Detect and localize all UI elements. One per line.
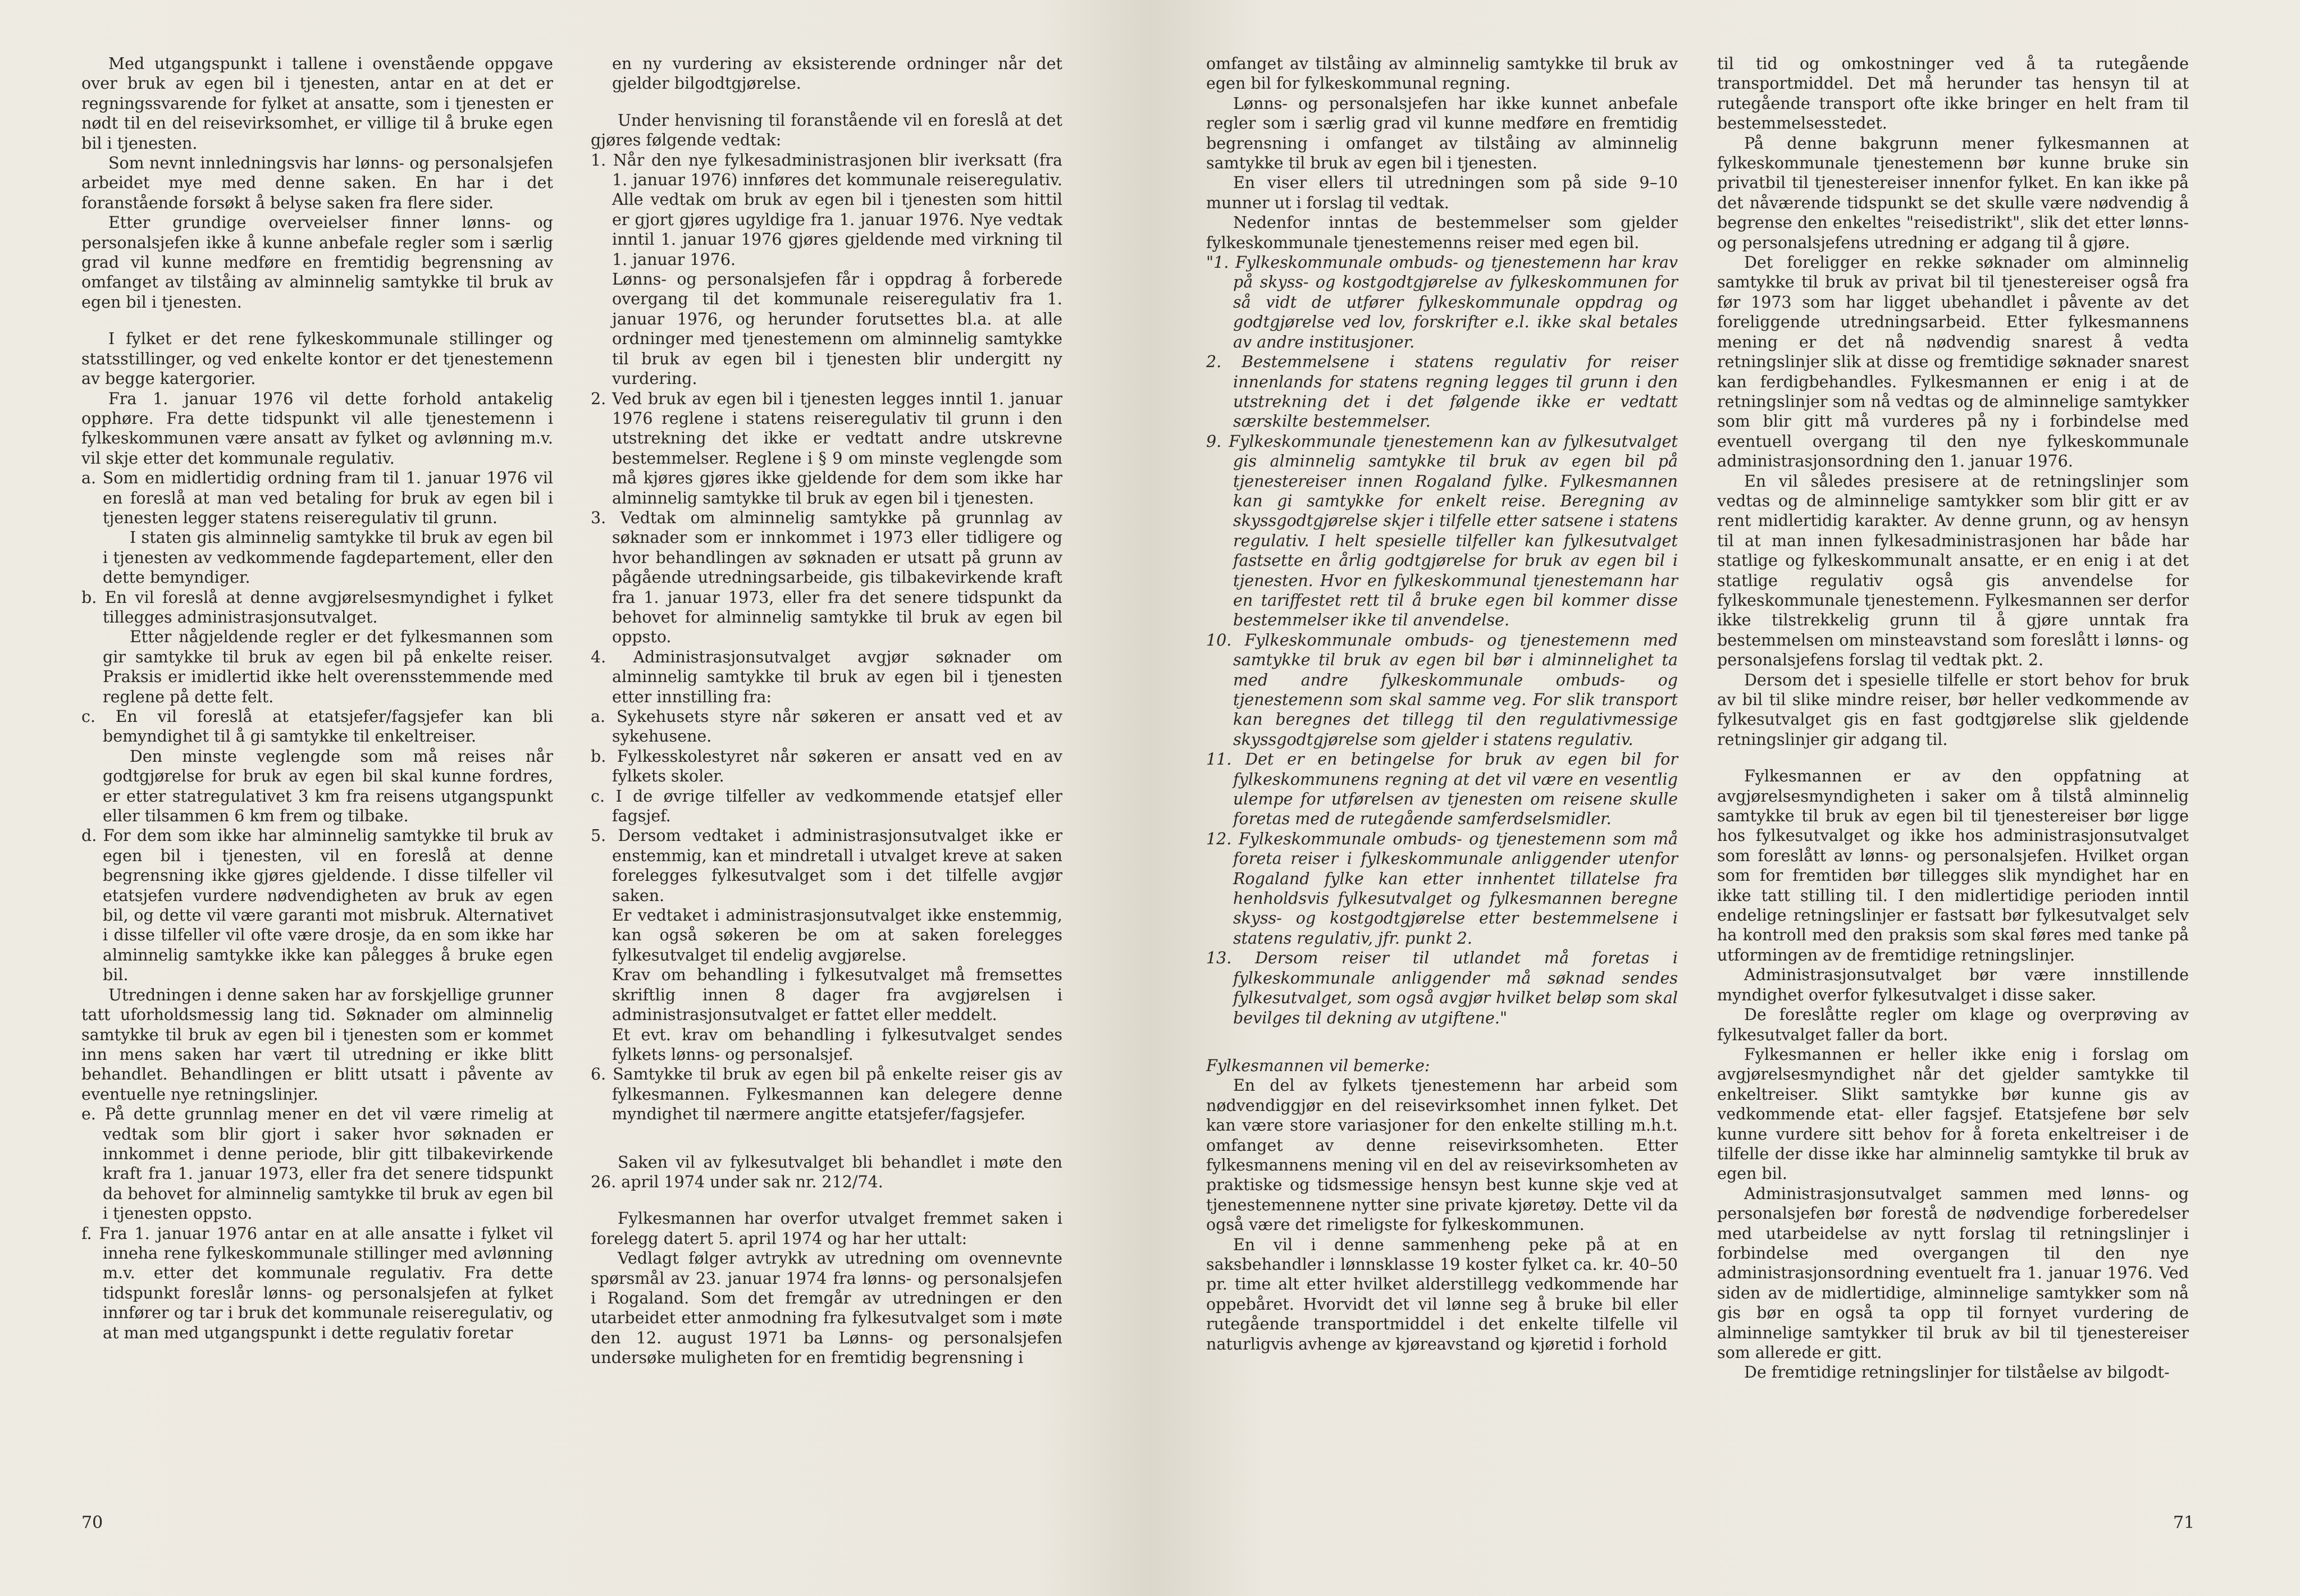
paragraph: a. Sykehusets styre når søkeren er ansatt ved et av sykehusene.: [591, 707, 1062, 746]
right-page: [1150, 0, 2300, 1596]
paragraph: Med utgangspunkt i tallene i ovenstående oppgave over bruk av egen bil i tjenesten, antar en at det er regningssvarende for fylket at ansatte, som i tjenesten er nødt til en del reisevirksomhet, er villige til å bruke egen bil i tjenesten.: [81, 54, 553, 153]
paragraph: Administrasjonsutvalget sammen med lønns- og personalsjefen bør forestå de nødvendige forberedelser med utarbeidelse av nytt forslag til retningslinjer i forbindelse med overgangen til den nye administrasjonsordning eventuelt fra 1. januar 1976. Ved siden av de midlertidige, alminnelige samtykker som nå gis bør en også ta opp til fornyet vurdering de alminnelige samtykker til bruk av bil til tjenestereiser som allerede er gitt.: [1717, 1184, 2189, 1362]
left-page-column-2: [591, 54, 1062, 1368]
paragraph: Krav om behandling i fylkesutvalget må fremsettes skriftlig innen 8 dager fra avgjørelsen i administrasjonsutvalget er fattet eller meddelt.: [612, 966, 1062, 1025]
paragraph: Nedenfor inntas de bestemmelser som gjelder fylkeskommunale tjenestemenns reiser med egen bil.: [1206, 213, 1678, 252]
paragraph: Etter någjeldende regler er det fylkesmannen som gir samtykke til bruk av egen bil på enkelte reiser. Praksis er imidlertid ikke helt overensstemmende med reglene på dette felt.: [103, 628, 553, 706]
paragraph: Som nevnt innledningsvis har lønns- og personalsjefen arbeidet mye med denne saken. En har i det foranstående forsøkt å belyse saken fra flere sider.: [81, 154, 553, 212]
paragraph: til tid og omkostninger ved å ta rutegående transportmiddel. Det må herunder tas hensyn til at rutegående transport ofte ikke bringer en helt fram til bestemmelsesstedet.: [1717, 54, 2189, 133]
paragraph: Fra 1. januar 1976 vil dette forhold antakelig opphøre. Fra dette tidspunkt vil alle tjenestemenn i fylkeskommunen være ansatt av fylket og avlønning m.v. vil skje etter det kommunale regulativ.: [81, 389, 553, 468]
paragraph: c. En vil foreslå at etatsjefer/fagsjefer kan bli bemyndighet til å gi samtykke til enkeltreiser.: [81, 707, 553, 746]
paragraph: Fylkesmannen har overfor utvalget fremmet saken i forelegg datert 5. april 1974 og har her uttalt:: [591, 1209, 1062, 1248]
left-page-column-1: [81, 54, 553, 1343]
paragraph: 2. Ved bruk av egen bil i tjenesten legges inntil 1. januar 1976 reglene i statens reiseregulativ til grunn i den utstrekning det ikke er vedtatt andre utskrevne bestemmelser. Reglene i § 9 om minste veglengde som må kjøres gjøres ikke gjeldende for dem som ikke har alminnelig samtykke til bruk av egen bil i tjenesten.: [591, 389, 1062, 507]
paragraph: 5. Dersom vedtaket i administrasjonsutvalget ikke er enstemmig, kan et mindretall i utvalget kreve at saken forelegges fylkesutvalget som i det tilfelle avgjør saken.: [591, 826, 1062, 905]
paragraph: f. Fra 1. januar 1976 antar en at alle ansatte i fylket vil inneha rene fylkeskommunale stillinger med avlønning m.v. etter det kommunale regulativ. Fra dette tidspunkt foreslår lønns- og personalsjefen at fylket innfører og tar i bruk det kommunale reiseregulativ, og at man med utgangspunkt i dette regulativ foretar: [81, 1224, 553, 1342]
right-page-column-2: [1717, 54, 2189, 1383]
paragraph: Etter grundige overveielser finner lønns- og personalsjefen ikke å kunne anbefale regler som i særlig grad vil kunne medføre en fremtidig begrensning av omfanget av tilståing av alminnelig samtykke til bruk av egen bil i tjenesten.: [81, 213, 553, 312]
paragraph: De foreslåtte regler om klage og overprøving av fylkesutvalget faller da bort.: [1717, 1005, 2189, 1044]
paragraph: e. På dette grunnlag mener en det vil være rimelig at vedtak som blir gjort i saker hvor søknaden er innkommet i denne periode, blir gitt tilbakevirkende kraft fra 1. januar 1973, eller fra det senere tidspunkt da behovet for alminnelig samtykke til bruk av egen bil i tjenesten oppsto.: [81, 1105, 553, 1223]
paragraph: Fylkesmannen er heller ikke enig i forslag om avgjørelsesmyndighet når det gjelder samtykke til enkeltreiser. Slikt samtykke bør kunne gis av vedkommende etat- eller fagsjef. Etatsjefene bør selv kunne vurdere sitt behov for å foreta enkeltreiser i de tilfelle der disse ikke har alminnelig samtykke til bruk av egen bil.: [1717, 1045, 2189, 1183]
paragraph: I staten gis alminnelig samtykke til bruk av egen bil i tjenesten av vedkommende fagdepartement, eller den dette bemyndiger.: [103, 528, 553, 587]
paragraph: Fylkesmannen vil bemerke:: [1206, 1056, 1430, 1075]
paragraph: Det foreligger en rekke søknader om alminnelig samtykke til bruk av privat bil til tjenestereiser også fra før 1973 som har ligget ubehandlet i påvente av det foreliggende utredningsarbeid. Etter fylkesmannens mening er det nå nødvendig snarest å vedta retningslinjer slik at disse og fremtidige søknader snarest kan ferdigbehandles. Fylkesmannen er enig i at de retningslinjer som nå vedtas og de alminnelige samtykker som blir gitt må vurderes på ny i forbindelse med eventuell overgang til den nye fylkeskommunale administrasjonsordning den 1. januar 1976.: [1717, 253, 2189, 471]
paragraph: a. Som en midlertidig ordning fram til 1. januar 1976 vil en foreslå at man ved betaling for bruk av egen bil i tjenesten legger statens reiseregulativ til grunn.: [81, 469, 553, 527]
paragraph: Lønns- og personalsjefen får i oppdrag å forberede overgang til det kommunale reiseregulativ fra 1. januar 1976, og herunder forutsettes bl.a. at alle ordninger med tjenestemenn om alminnelig samtykke til bruk av egen bil i tjenesten blir undergitt ny vurdering.: [612, 270, 1062, 388]
paragraph: b. Fylkesskolestyret når søkeren er ansatt ved en av fylkets skoler.: [591, 747, 1062, 786]
paragraph: En vil således presisere at de retningslinjer som vedtas og de alminnelige samtykker som blir gitt er av rent midlertidig karakter. Av denne grunn, og av hensyn til at man innen fylkesadministrasjonen har både har statlige og fylkeskommunalt ansatte, er en enig i at det statlige regulativ også gis anvendelse for fylkeskommunale tjenestemenn. Fylkesmannen ser derfor ikke tilstrekkelig grunn til å gjøre unntak fra bestemmelsen om minsteavstand som foreslått i lønns- og personalsjefens forslag til vedtak pkt. 2.: [1717, 472, 2189, 670]
paragraph: 2. Bestemmelsene i statens regulativ for reiser innenlands for statens regning legges til grunn i den utstrekning det i det følgende ikke er vedtatt særskilte bestemmelser.: [1206, 353, 1678, 431]
paragraph: d. For dem som ikke har alminnelig samtykke til bruk av egen bil i tjenesten, vil en foreslå at denne begrensning ikke gjøres gjeldende. I disse tilfeller vil etatsjefen vurdere nødvendigheten av bruk av egen bil, og dette vil være garanti mot misbruk. Alternativet i disse tilfeller vil ofte være drosje, da en som ikke har alminnelig samtykke ikke kan pålegges å bruke egen bil.: [81, 826, 553, 985]
paragraph: omfanget av tilståing av alminnelig samtykke til bruk av egen bil for fylkeskommunal regning.: [1206, 54, 1678, 93]
paragraph: 1. Når den nye fylkesadministrasjonen blir iverksatt (fra 1. januar 1976) innføres det kommunale reiseregulativ. Alle vedtak om bruk av egen bil i tjenesten som hittil er gjort gjøres ugyldige fra 1. januar 1976. Nye vedtak inntil 1. januar 1976 gjøres gjeldende med virkning til 1. januar 1976.: [591, 150, 1062, 269]
page-number-left: 70: [81, 1513, 103, 1533]
paragraph: 3. Vedtak om alminnelig samtykke på grunnlag av søknader som er innkommet i 1973 eller tidligere og hvor behandlingen av søknaden er utsatt på grunn av pågående utredningsarbeide, gis tilbakevirkende kraft fra 1. januar 1973, eller fra det senere tidspunkt da behovet for alminnelig samtykke til bruk av egen bil oppsto.: [591, 508, 1062, 647]
paragraph: 6. Samtykke til bruk av egen bil på enkelte reiser gis av fylkesmannen. Fylkesmannen kan delegere denne myndighet til nærmere angitte etatsjefer/fagsjefer.: [591, 1065, 1062, 1124]
paragraph: Vedlagt følger avtrykk av utredning om ovennevnte spørsmål av 23. januar 1974 fra lønns- og personalsjefen i Rogaland. Som det fremgår av utredningen er den utarbeidet etter anmodning fra fylkesutvalget som i møte den 12. august 1971 ba Lønns- og personalsjefen undersøke muligheten for en fremtidig begrensning i: [591, 1249, 1062, 1368]
paragraph: b. En vil foreslå at denne avgjørelsesmyndighet i fylket tillegges administrasjonsutvalget.: [81, 588, 553, 626]
paragraph: Et evt. krav om behandling i fylkesutvalget sendes fylkets lønns- og personalsjef.: [612, 1025, 1062, 1064]
paragraph: c. I de øvrige tilfeller av vedkommende etatsjef eller fagsjef.: [591, 786, 1062, 826]
paragraph: På denne bakgrunn mener fylkesmannen at fylkeskommunale tjenestemenn bør kunne bruke sin privatbil til tjenestereiser innenfor fylket. En kan ikke på det nåværende tidspunkt se det skulle være nødvendig å begrense den enkeltes "reisedistrikt", slik det etter lønns- og personalsjefens utredning er adgang til å gjøre.: [1717, 134, 2189, 252]
page-number-right: 71: [2173, 1513, 2195, 1533]
paragraph: en ny vurdering av eksisterende ordninger når det gjelder bilgodtgjørelse.: [612, 54, 1062, 93]
paragraph: Dersom det i spesielle tilfelle er stort behov for bruk av bil til slike mindre reiser, bør heller vedkommende av fylkesutvalget gis en fast godtgjørelse slik gjeldende retningslinjer gir adgang til.: [1717, 670, 2189, 749]
paragraph: Utredningen i denne saken har av forskjellige grunner tatt uforholdsmessig lang tid. Søknader om alminnelig samtykke til bruk av egen bil i tjenesten som er kommet inn mens saken har vært til utredning er ikke blitt behandlet. Behandlingen er blitt utsatt i påvente av eventuelle nye retningslinjer.: [81, 985, 553, 1104]
paragraph: 12. Fylkeskommunale ombuds- og tjenestemenn som må foreta reiser i fylkeskommunale anliggender utenfor Rogaland fylke kan etter innhentet tillatelse fra henholdsvis fylkesutvalget og fylkesmannen beregne skyss- og kostgodtgjørelse etter bestemmelsene i statens regulativ, jfr. punkt 2.: [1206, 829, 1678, 948]
paragraph: Saken vil av fylkesutvalget bli behandlet i møte den 26. april 1974 under sak nr. 212/74.: [591, 1153, 1062, 1191]
paragraph: Under henvisning til foranstående vil en foreslå at det gjøres følgende vedtak:: [591, 111, 1062, 150]
paragraph: 9. Fylkeskommunale tjenestemenn kan av fylkesutvalget gis alminnelig samtykke til bruk av egen bil på tjenestereiser innen Rogaland fylke. Fylkesmannen kan gi samtykke for enkelt reise. Beregning av skyssgodtgjørelse skjer i tilfelle etter satsene i statens regulativ. I helt spesielle tilfeller kan fylkesutvalget fastsette en årlig godtgjørelse for bruk av egen bil i tjenesten. Hvor en fylkeskommunal tjenestemann har en tariffestet rett til å bruke egen bil kommer disse bestemmelser ikke til anvendelse.: [1206, 432, 1678, 630]
paragraph: De fremtidige retningslinjer for tilståelse av bilgodt-: [1744, 1363, 2170, 1382]
paragraph: 11. Det er en betingelse for bruk av egen bil for fylkeskommunens regning at det vil være en vesentlig ulempe for utførelsen av tjenesten om reisene skulle foretas med de rutegående samferdselsmidler.: [1206, 750, 1678, 829]
paragraph: 13. Dersom reiser til utlandet må foretas i fylkeskommunale anliggender må søknad sendes fylkesutvalget, som også avgjør hvilket beløp som skal bevilges til dekning av utgiftene.": [1206, 949, 1678, 1027]
paragraph: 10. Fylkeskommunale ombuds- og tjenestemenn med samtykke til bruk av egen bil bør i alminnelighet ta med andre fylkeskommunale ombuds- og tjenestemenn som skal samme veg. For slik transport kan beregnes det tillegg til den regulativmessige skyssgodtgjørelse som gjelder i statens regulativ.: [1206, 630, 1678, 749]
paragraph: Fylkesmannen er av den oppfatning at avgjørelsesmyndigheten i saker om å tilstå alminnelig samtykke til bruk av egen bil til tjenestereiser bør ligge hos fylkesutvalget og ikke hos administrasjonsutvalget som foreslått av lønns- og personalsjefen. Hvilket organ som for fremtiden bør tillegges slik myndighet har en ikke tatt stilling til. I den midlertidige perioden inntil endelige retningslinjer er fastsatt bør fylkesutvalget selv ha kontroll med den praksis som skal føres med tanke på utformingen av de fremtidige retningslinjer.: [1717, 767, 2189, 964]
right-page-column-1: [1206, 54, 1678, 1354]
paragraph: I fylket er det rene fylkeskommunale stillinger og statsstillinger, og ved enkelte kontor er det tjenestemenn av begge katergorier.: [81, 330, 553, 388]
paragraph: En del av fylkets tjenestemenn har arbeid som nødvendiggjør en del reisevirksomhet innen fylket. Det kan være store variasjoner for den enkelte stilling m.h.t. omfanget av denne reisevirksomheten. Etter fylkesmannens mening vil en del av reisevirksomheten av praktiske og tidsmessige hensyn best kunne skje ved at tjenestemennene nytter sine private kjøretøy. Dette vil da også være det rimeligste for fylkeskommunen.: [1206, 1076, 1678, 1234]
paragraph: Lønns- og personalsjefen har ikke kunnet anbefale regler som i særlig grad vil kunne medføre en fremtidig begrensning i omfanget av tilståing av alminnelig samtykke til bruk av egen bil i tjenesten.: [1206, 94, 1678, 173]
paragraph: En viser ellers til utredningen som på side 9–10 munner ut i forslag til vedtak.: [1206, 173, 1678, 212]
paragraph: 4. Administrasjonsutvalget avgjør søknader om alminnelig samtykke til bruk av egen bil i tjenesten etter innstilling fra:: [591, 647, 1062, 706]
paragraph: "1. Fylkeskommunale ombuds- og tjenestemenn har krav på skyss- og kostgodtgjørelse av fylkeskommunen for så vidt de utfører fylkeskommunale oppdrag og godtgjørelse ved lov, forskrifter e.l. ikke skal betales av andre institusjoner.: [1206, 253, 1678, 351]
paragraph: Administrasjonsutvalget bør være innstillende myndighet overfor fylkesutvalget i disse saker.: [1717, 966, 2189, 1004]
paragraph: Er vedtaket i administrasjonsutvalget ikke enstemmig, kan også søkeren be om at saken forelegges fylkesutvalget til endelig avgjørelse.: [612, 906, 1062, 964]
paragraph: En vil i denne sammenheng peke på at en saksbehandler i lønnsklasse 19 koster fylket ca. kr. 40–50 pr. time alt etter hvilket alderstillegg vedkommende har oppebåret. Hvorvidt det vil lønne seg å bruke bil eller rutegående transportmiddel i det enkelte tilfelle vil naturligvis avhenge av kjøreavstand og kjøretid i forhold: [1206, 1235, 1678, 1353]
paragraph: Den minste veglengde som må reises når godtgjørelse for bruk av egen bil skal kunne fordres, er etter statregulativet 3 km fra reisens utgangspunkt eller tilsammen 6 km frem og tilbake.: [103, 747, 553, 826]
